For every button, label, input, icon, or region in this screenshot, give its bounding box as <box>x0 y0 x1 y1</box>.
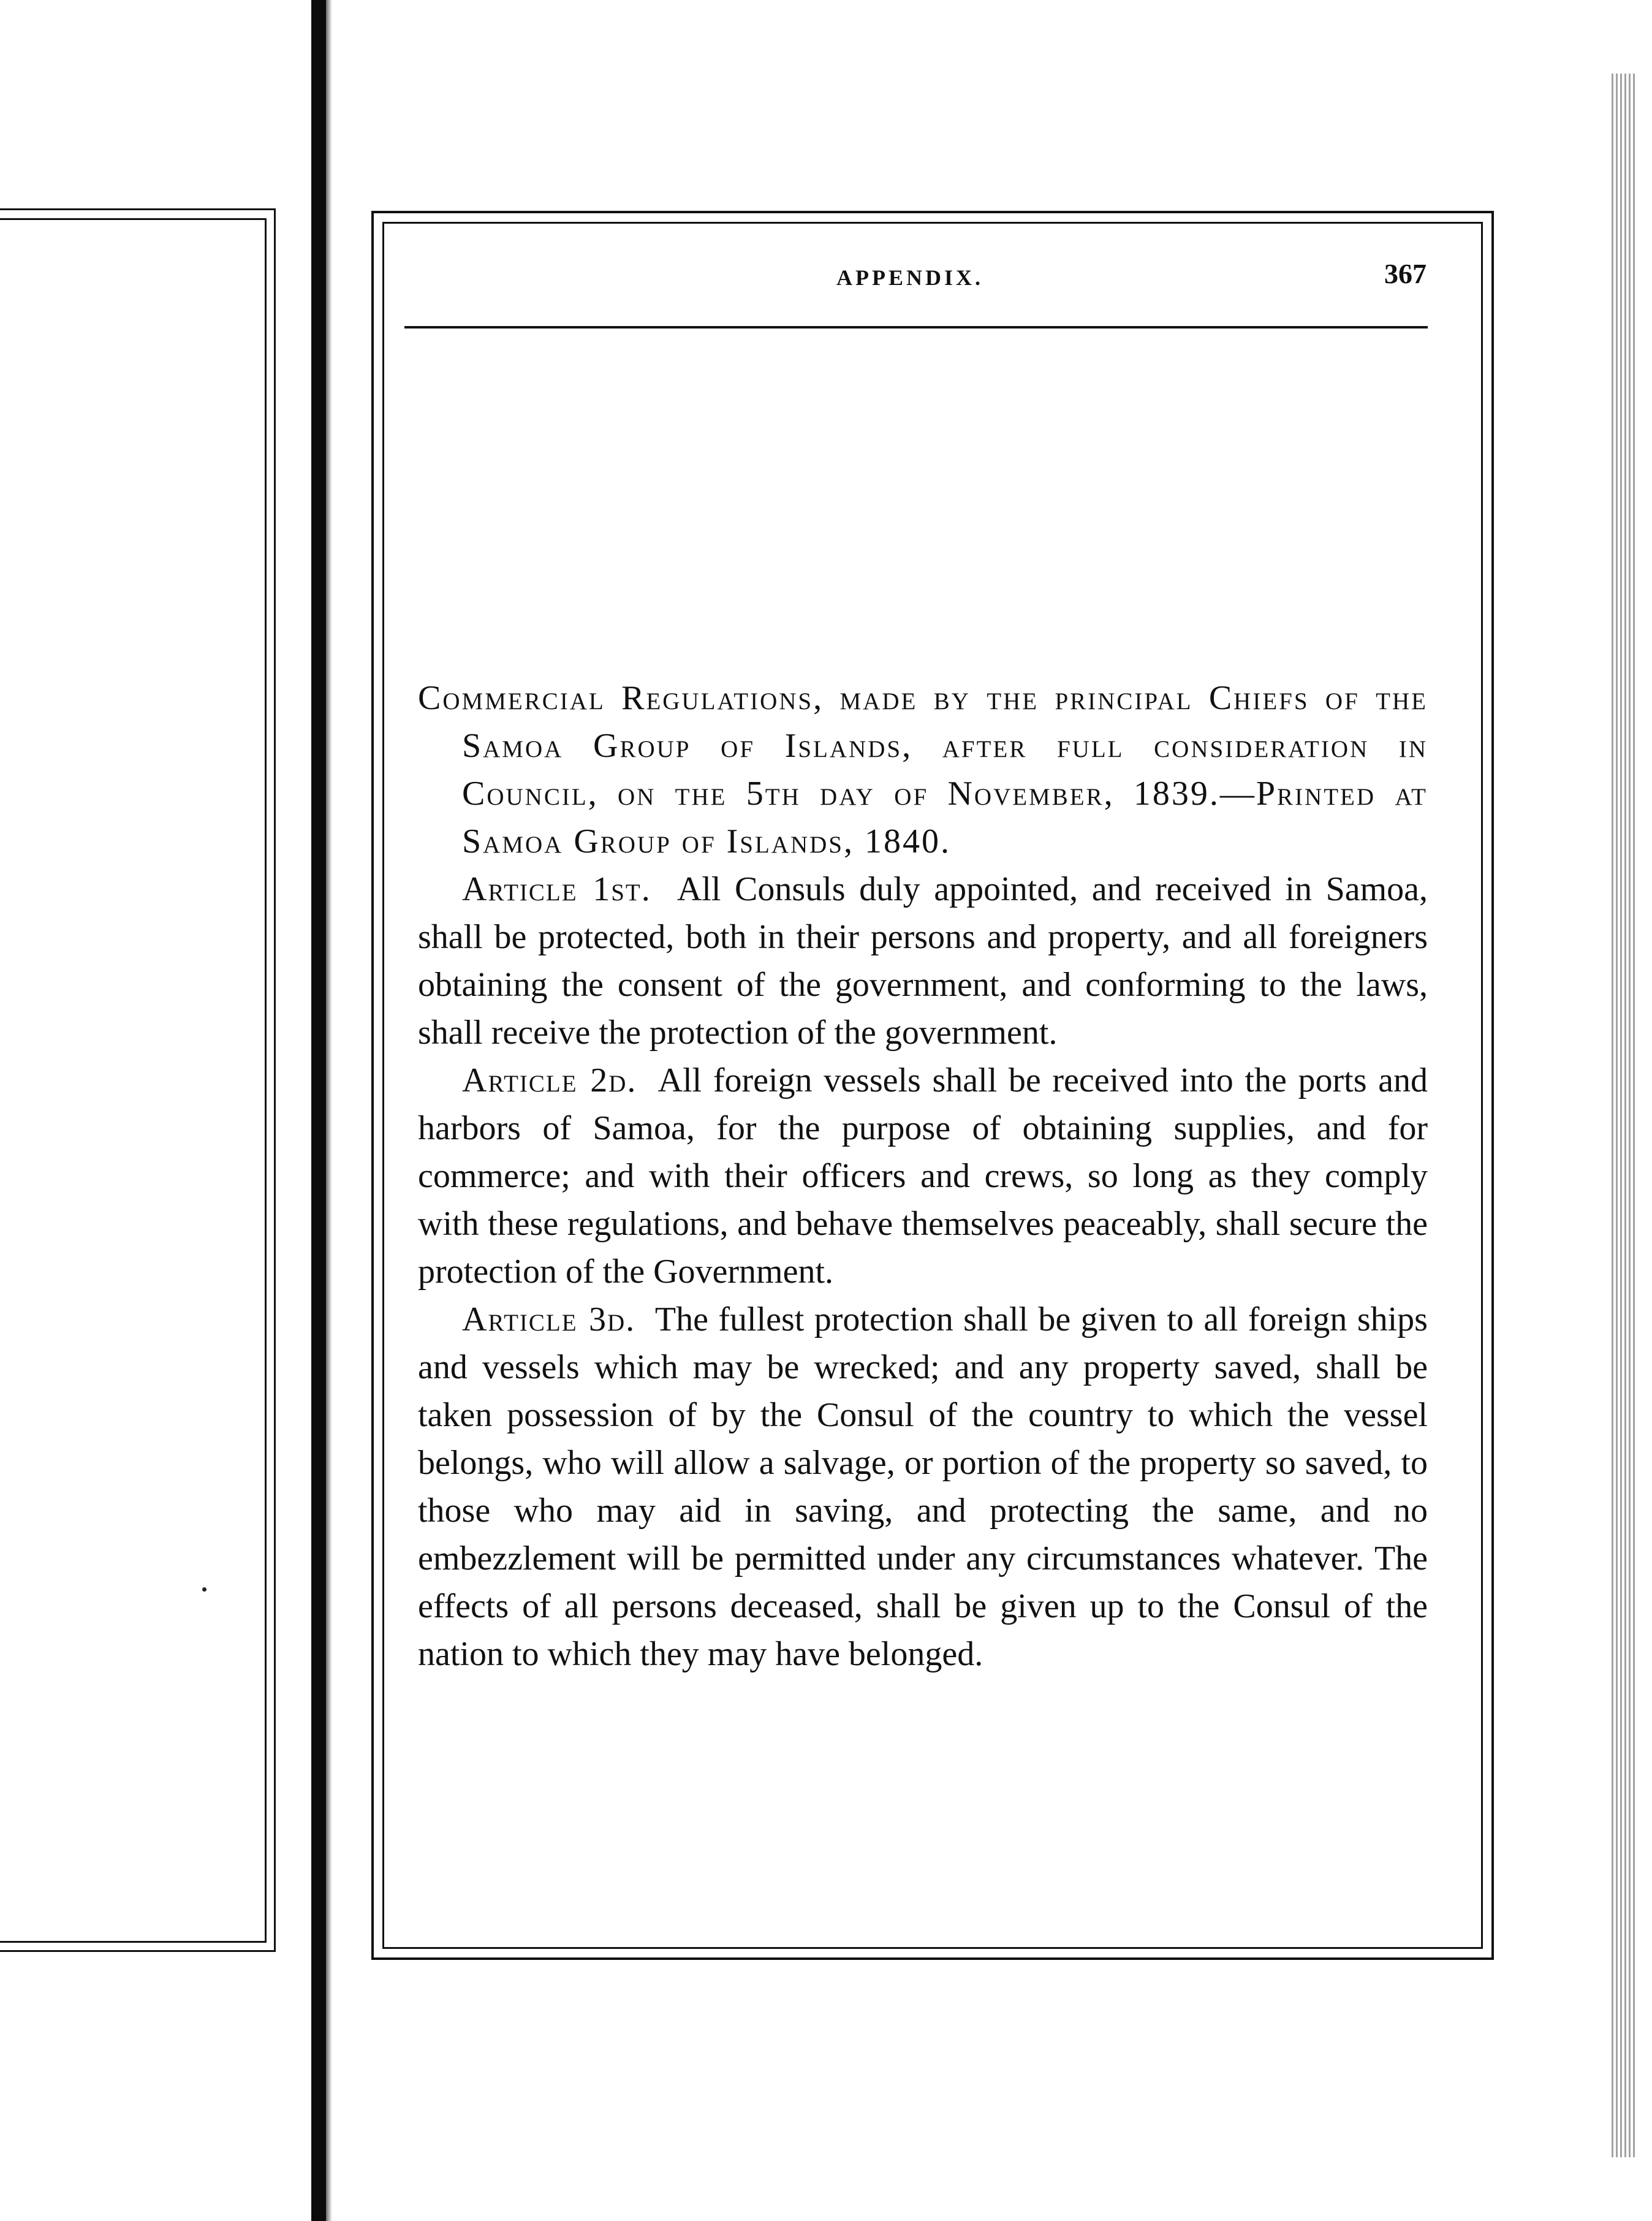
section-title: Commercial Regulations, made by the principal Chiefs of the Samoa Group of Islands, after full consideration in Council, on the 5th day of November, 1839.—Printed at Samoa Group of Islands, 1840. <box>418 679 1428 860</box>
running-head: APPENDIX. <box>836 265 983 290</box>
article-2 <box>418 1057 1428 1296</box>
article-1 <box>418 865 1428 1057</box>
article-text: All Consuls duly appointed, and received in Samoa, shall be protected, both in their persons and property, and all foreigners obtaining the consent of the government, and conforming to the laws, shall receive the protection of the government. <box>418 870 1428 1052</box>
article-label: Article 1st. <box>462 870 651 908</box>
article-text: The fullest protection shall be given to all foreign ships and vessels which may be wrecked; and any property saved, shall be taken possession of by the Consul of the country to which the vessel belongs, who will allow a salvage, or portion of the property so saved, to those who may aid in saving, and protecting the same, and no embezzlement will be permitted under any circumstances whatever. The effects of all persons deceased, shall be given up to the Consul of the nation to which they may have belonged. <box>418 1300 1428 1673</box>
book-gutter <box>311 0 326 2221</box>
header-rule <box>404 326 1428 328</box>
ink-speck <box>202 1587 206 1592</box>
article-label: Article 3d. <box>462 1300 636 1338</box>
article-label: Article 2d. <box>462 1061 637 1099</box>
gutter-shadow <box>326 0 332 2221</box>
page-stack-edge <box>1612 74 1635 2157</box>
article-text: All foreign vessels shall be received into the ports and harbors of Samoa, for the purpose of obtaining supplies, and for commerce; and with their officers and crews, so long as they comply with these regulations, and behave themselves peaceably, shall secure the protection of the Government. <box>418 1061 1428 1291</box>
facing-page-border-inner <box>0 218 267 1943</box>
page-body <box>418 674 1428 1678</box>
article-3 <box>418 1296 1428 1678</box>
page-number: 367 <box>1384 258 1427 289</box>
